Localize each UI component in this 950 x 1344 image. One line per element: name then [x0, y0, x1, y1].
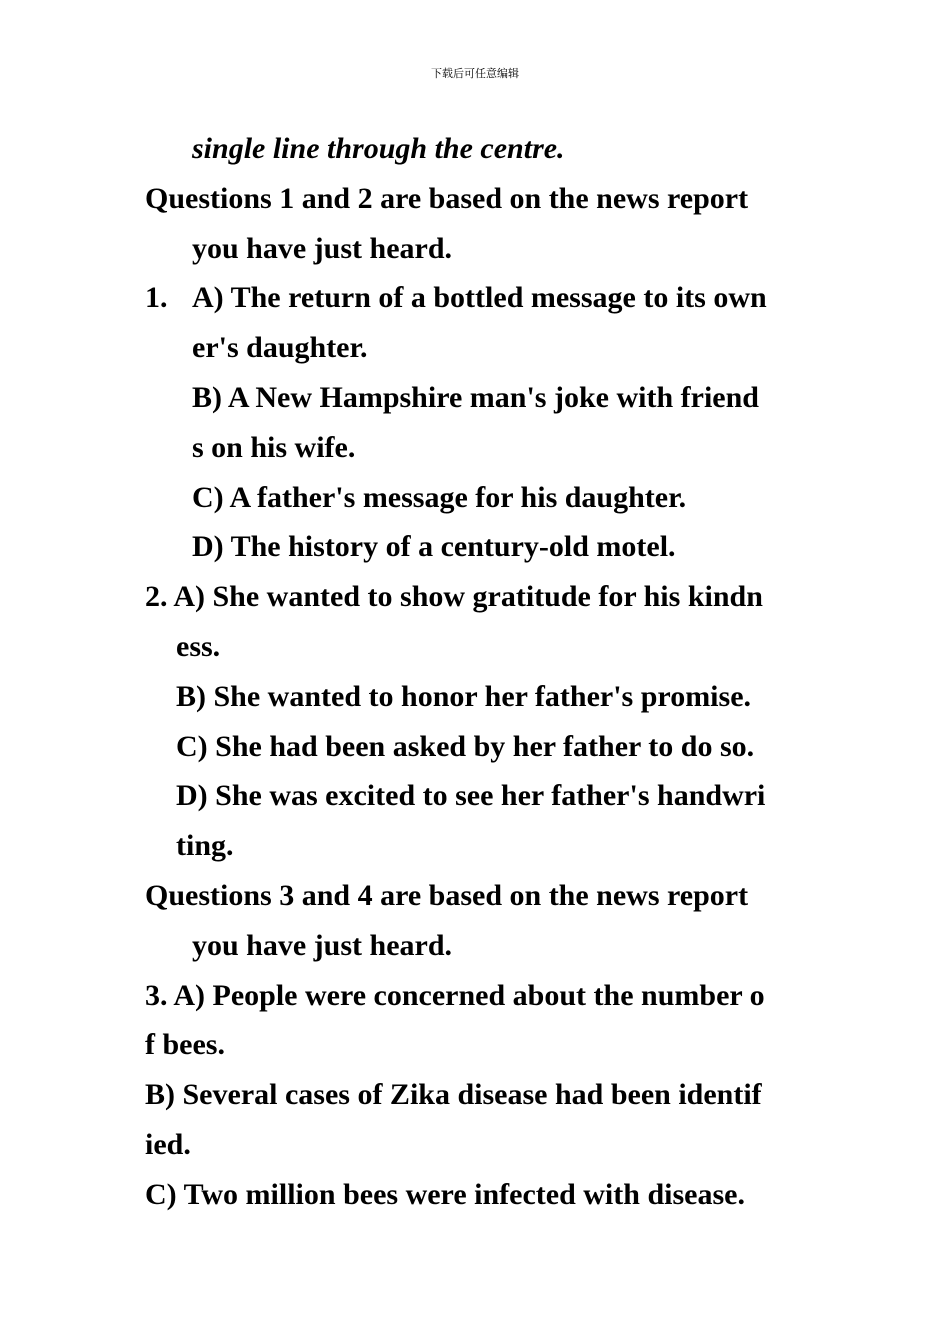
q1-option-a-text: A) The return of a bottled message to its own — [192, 281, 767, 315]
q1-option-b: B) A New Hampshire man's joke with friend — [192, 380, 759, 414]
section1-heading-line1: Questions 1 and 2 are based on the news report — [145, 181, 749, 215]
page-header: 下载后可任意编辑 — [431, 67, 519, 80]
document-body — [145, 124, 813, 1220]
q1-option-d: D) The history of a century-old motel. — [192, 530, 676, 564]
section2-heading-line1: Questions 3 and 4 are based on the news report — [145, 878, 749, 912]
q2-option-d-cont: ting. — [176, 829, 234, 863]
q3-option-c: C) Two million bees were infected with disease. — [145, 1177, 745, 1211]
instructions-tail: single line through the centre. — [192, 132, 565, 165]
q3-option-a: 3. A) People were concerned about the number o — [145, 978, 765, 1012]
section1-heading-line2: you have just heard. — [192, 231, 453, 265]
q2-option-b: B) She wanted to honor her father's promise. — [176, 679, 752, 713]
q2-option-d: D) She was excited to see her father's handwri — [176, 779, 766, 813]
q1-option-c: C) A father's message for his daughter. — [192, 480, 687, 514]
q1-option-a-cont: er's daughter. — [192, 331, 368, 365]
q3-option-b-cont: ied. — [145, 1127, 191, 1161]
q1-number: 1. — [145, 281, 168, 315]
q2-option-a-cont: ess. — [176, 629, 221, 663]
q3-option-b: B) Several cases of Zika disease had been identif — [145, 1078, 762, 1112]
q3-option-a-cont: f bees. — [145, 1028, 225, 1062]
q2-option-c: C) She had been asked by her father to do so. — [176, 729, 755, 763]
q2-option-a: 2. A) She wanted to show gratitude for his kindn — [145, 580, 763, 614]
section2-heading-line2: you have just heard. — [192, 928, 453, 962]
q1-option-b-cont: s on his wife. — [192, 430, 356, 464]
q1-option-a — [145, 273, 813, 323]
